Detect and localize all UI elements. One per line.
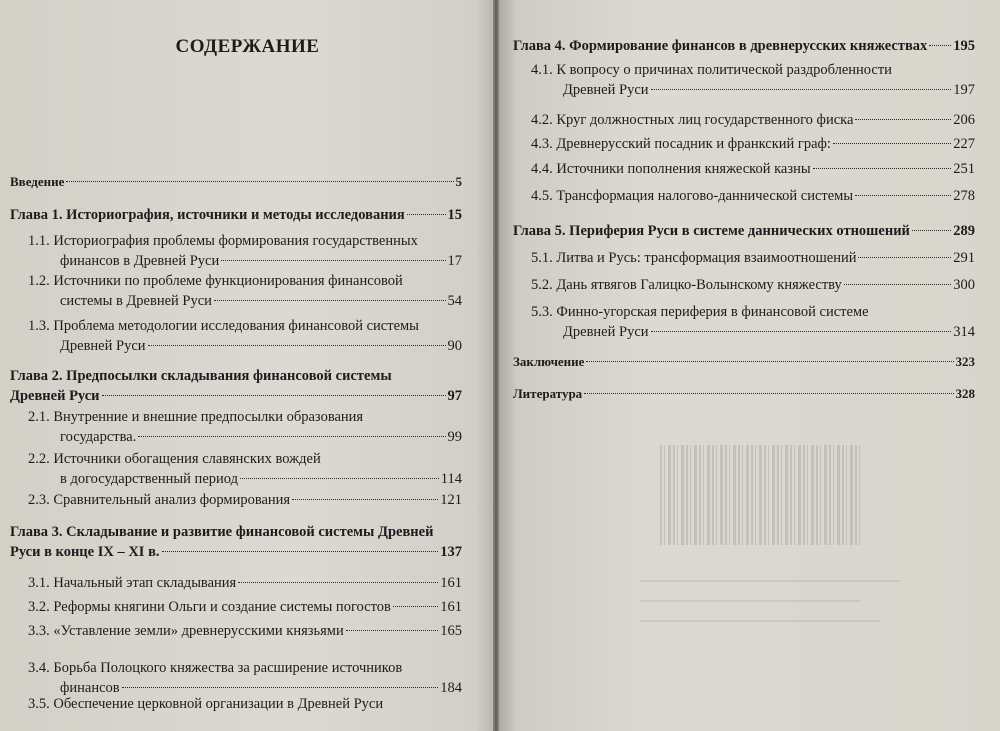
toc-label-cont: финансов	[60, 680, 120, 696]
leader-dots	[833, 143, 951, 144]
toc-chapter-5[interactable]	[513, 221, 975, 241]
toc-label: 4.2. Круг должностных лиц государственного фиска	[531, 112, 854, 128]
toc-page: 323	[955, 354, 975, 369]
toc-page: 278	[953, 188, 975, 204]
toc-label: 4.4. Источники пополнения княжеской казны	[531, 161, 811, 177]
toc-label-cont: Древней Руси	[563, 324, 649, 340]
toc-label-cont: системы в Древней Руси	[60, 293, 212, 309]
toc-label: Глава 5. Периферия Руси в системе даннических отношений	[513, 223, 910, 239]
page-title: СОДЕРЖАНИЕ	[175, 36, 320, 57]
toc-label: 2.1. Внутренние и внешние предпосылки образования	[28, 409, 364, 425]
toc-section-5-2[interactable]	[531, 275, 975, 295]
toc-section-4-5[interactable]	[531, 186, 975, 206]
book-gutter	[493, 0, 499, 731]
toc-page: 54	[447, 293, 462, 309]
toc-page: 97	[447, 388, 462, 404]
toc-section-3-5[interactable]	[28, 694, 462, 714]
toc-intro[interactable]	[10, 172, 462, 192]
toc-section-5-3[interactable]	[531, 302, 975, 342]
toc-page: 314	[953, 324, 975, 340]
leader-dots	[238, 582, 438, 583]
toc-label: 1.3. Проблема методологии исследования финансовой системы	[28, 318, 419, 334]
toc-page: 161	[440, 599, 462, 615]
toc-label: 4.1. К вопросу о причинах политической раздробленности	[531, 62, 892, 78]
toc-page: 251	[953, 161, 975, 177]
toc-page: 197	[953, 82, 975, 98]
toc-label: 2.2. Источники обогащения славянских вождей	[28, 451, 321, 467]
leader-dots	[148, 345, 446, 346]
toc-page: 227	[953, 136, 975, 152]
bleed-through-barcode	[660, 445, 860, 545]
leader-dots	[651, 89, 952, 90]
toc-label: 3.4. Борьба Полоцкого княжества за расширение источников	[28, 660, 403, 676]
toc-label: Литература	[513, 386, 583, 401]
leader-dots	[221, 260, 445, 261]
toc-section-2-1[interactable]	[28, 407, 462, 447]
toc-label: 4.3. Древнерусский посадник и франкский граф:	[531, 136, 831, 152]
toc-section-4-3[interactable]	[531, 134, 975, 154]
toc-label-cont: государства.	[60, 429, 137, 445]
toc-label-cont: Древней Руси	[563, 82, 649, 98]
leader-dots	[586, 361, 953, 362]
toc-label: 3.1. Начальный этап складывания	[28, 575, 237, 591]
toc-label: 5.1. Литва и Русь: трансформация взаимоотношений	[531, 250, 857, 266]
toc-section-1-2[interactable]	[28, 271, 462, 311]
toc-section-4-2[interactable]	[531, 110, 975, 130]
toc-label: 3.5. Обеспечение церковной организации в Древней Руси	[28, 696, 384, 712]
toc-label-cont: в догосударственный период	[60, 471, 238, 487]
toc-label-cont: Древней Руси	[60, 338, 146, 354]
leader-dots	[162, 551, 439, 552]
toc-label: 3.3. «Уставление земли» древнерусскими князьями	[28, 623, 344, 639]
toc-section-4-1[interactable]	[531, 60, 975, 100]
toc-chapter-3[interactable]	[10, 522, 462, 562]
toc-label: Глава 3. Складывание и развитие финансовой системы Древней	[10, 524, 434, 540]
toc-literature[interactable]	[513, 384, 975, 404]
toc-page: 195	[953, 38, 975, 54]
toc-label: 1.2. Источники по проблеме функционирования финансовой	[28, 273, 403, 289]
leader-dots	[138, 436, 445, 437]
toc-page: 184	[440, 680, 462, 696]
toc-page: 90	[447, 338, 462, 354]
leader-dots	[122, 687, 439, 688]
leader-dots	[292, 499, 438, 500]
leader-dots	[912, 230, 951, 231]
toc-label-cont: Руси в конце IX – XI в.	[10, 544, 160, 560]
bleed-through-text	[640, 600, 860, 602]
toc-label: 3.2. Реформы княгини Ольги и создание системы погостов	[28, 599, 391, 615]
toc-page: 17	[447, 253, 462, 269]
toc-page: 328	[955, 386, 975, 401]
bleed-through-text	[640, 580, 900, 582]
toc-section-2-2[interactable]	[28, 449, 462, 489]
leader-dots	[584, 393, 953, 394]
toc-label: 5.2. Дань ятвягов Галицко-Волынскому княжеству	[531, 277, 842, 293]
toc-section-1-3[interactable]	[28, 316, 462, 356]
toc-label: Глава 4. Формирование финансов в древнерусских княжествах	[513, 38, 928, 54]
leader-dots	[855, 195, 951, 196]
toc-section-2-3[interactable]	[28, 490, 462, 510]
toc-page: 206	[953, 112, 975, 128]
toc-page: 121	[440, 492, 462, 508]
toc-page: 114	[440, 471, 462, 487]
toc-chapter-1[interactable]	[10, 205, 462, 225]
toc-section-3-3[interactable]	[28, 621, 462, 641]
leader-dots	[844, 284, 951, 285]
toc-label: Глава 2. Предпосылки складывания финансовой системы	[10, 368, 392, 384]
leader-dots	[240, 478, 439, 479]
toc-section-3-1[interactable]	[28, 573, 462, 593]
toc-label-cont: Древней Руси	[10, 388, 100, 404]
toc-chapter-4[interactable]	[513, 36, 975, 56]
toc-chapter-2[interactable]	[10, 366, 462, 406]
toc-label: 1.1. Историография проблемы формирования государственных	[28, 233, 418, 249]
toc-section-4-4[interactable]	[531, 159, 975, 179]
toc-page: 15	[447, 207, 462, 223]
toc-page: 291	[953, 250, 975, 266]
toc-label: 2.3. Сравнительный анализ формирования	[28, 492, 291, 508]
leader-dots	[66, 181, 453, 182]
toc-label-cont: финансов в Древней Руси	[60, 253, 220, 269]
leader-dots	[929, 45, 951, 46]
leader-dots	[393, 606, 438, 607]
toc-label: Глава 1. Историография, источники и методы исследования	[10, 207, 405, 223]
toc-section-3-4[interactable]	[28, 658, 462, 698]
toc-page: 289	[953, 223, 975, 239]
leader-dots	[855, 119, 951, 120]
bleed-through-text	[640, 620, 880, 622]
toc-page: 137	[440, 544, 462, 560]
toc-page: 165	[440, 623, 462, 639]
toc-page: 99	[447, 429, 462, 445]
toc-conclusion[interactable]	[513, 352, 975, 372]
toc-page: 161	[440, 575, 462, 591]
toc-page: 300	[953, 277, 975, 293]
toc-section-5-1[interactable]	[531, 248, 975, 268]
toc-label: Заключение	[513, 354, 585, 369]
leader-dots	[407, 214, 446, 215]
toc-label: 4.5. Трансформация налогово-даннической системы	[531, 188, 854, 204]
toc-section-1-1[interactable]	[28, 231, 462, 271]
leader-dots	[813, 168, 952, 169]
leader-dots	[651, 331, 952, 332]
toc-label: Введение	[10, 174, 65, 189]
leader-dots	[102, 395, 446, 396]
toc-section-3-2[interactable]	[28, 597, 462, 617]
leader-dots	[214, 300, 446, 301]
toc-label: 5.3. Финно-угорская периферия в финансовой системе	[531, 304, 869, 320]
toc-page: 5	[455, 174, 462, 189]
leader-dots	[346, 630, 439, 631]
leader-dots	[858, 257, 951, 258]
